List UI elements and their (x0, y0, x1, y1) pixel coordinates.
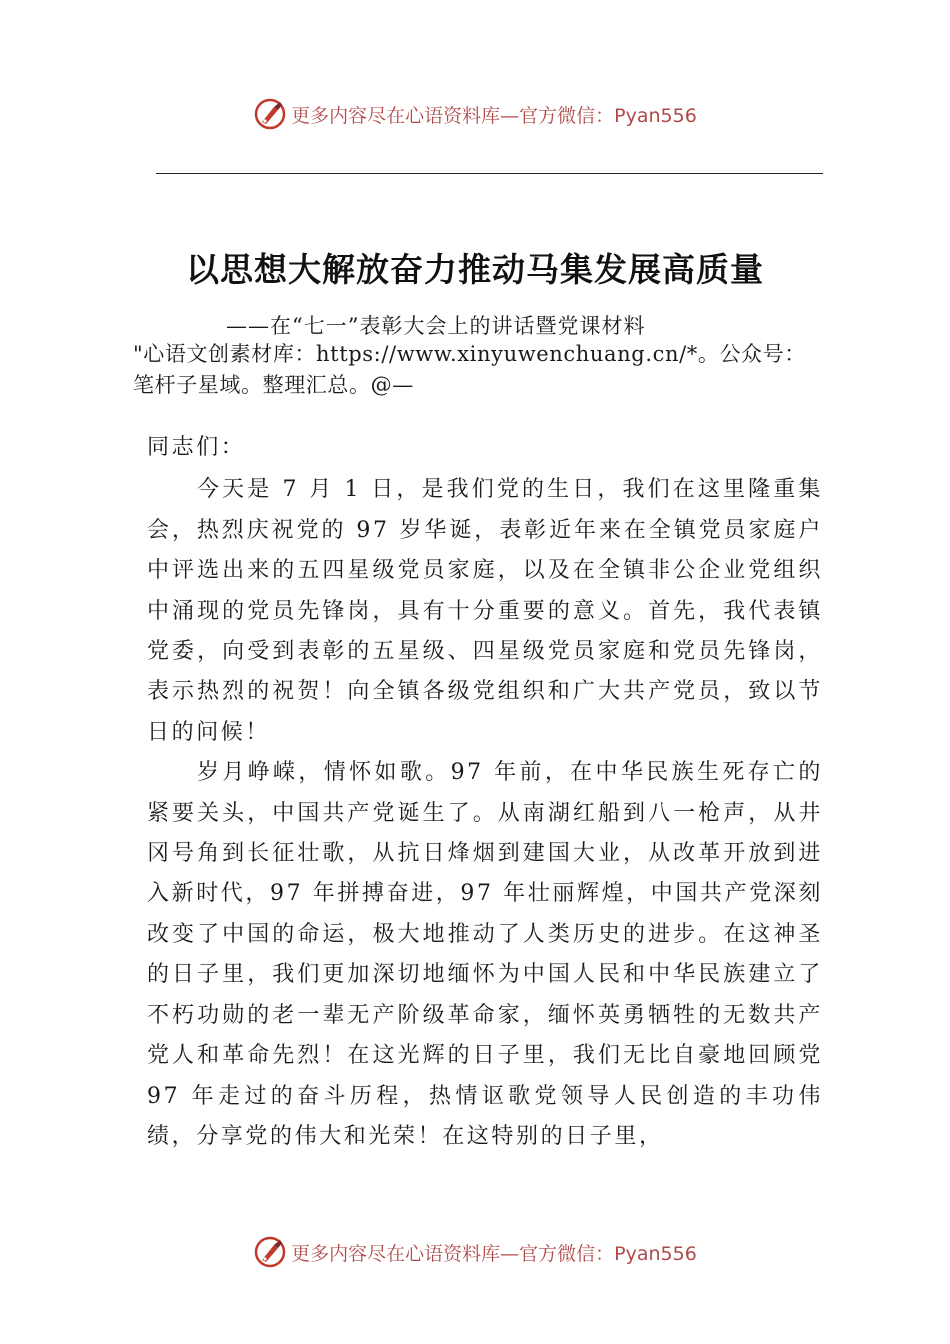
paragraph: 今天是 7 月 1 日，是我们党的生日，我们在这里隆重集会，热烈庆祝党的 97 岁华诞，表彰近年来在全镇党员家庭户中评选出来的五四星级党员家庭，以及在全镇非公企业党组织中涌现的党员先锋岗，具有十分重要的意义。首先，我代表镇党委，向受到表彰的五星级、四星级党员家庭和党员先锋岗，表示热烈的祝贺！向全镇各级党组织和广大共产党员，致以节日的问候！ (147, 477, 823, 745)
document-title: 以思想大解放奋力推动马集发展高质量 (186, 250, 764, 289)
header-banner (0, 94, 950, 134)
header-divider (156, 173, 823, 174)
greeting: 同志们： (147, 435, 246, 460)
banner-text: 更多内容尽在心语资料库—官方微信：Pyan556 (291, 104, 697, 127)
footer-banner (0, 1232, 950, 1272)
document-body (147, 428, 823, 1157)
paragraph: 岁月峥嵘，情怀如歌。97 年前，在中华民族生死存亡的紧要关头，中国共产党诞生了。从南湖红船到八一枪声，从井冈号角到长征壮歌，从抗日烽烟到建国大业，从改革开放到进入新时代，97 年拼搏奋进，97 年壮丽辉煌，中国共产党深刻改变了中国的命运，极大地推动了人类历史的进步。在这神圣的日子里，我们更加深切地缅怀为中国人民和中华民族建立了不朽功勋的老一辈无产阶级革命家，缅怀英勇牺牲的无数共产党人和革命先烈！在这光辉的日子里，我们无比自豪地回顾党 97 年走过的奋斗历程，热情讴歌党领导人民创造的丰功伟绩，分享党的伟大和光荣！在这特别的日子里， (147, 760, 823, 1149)
pen-nib-logo-icon (253, 97, 287, 131)
banner-text: 更多内容尽在心语资料库—官方微信：Pyan556 (291, 1242, 697, 1265)
source-line: "心语文创素材库：https://www.xinyuwenchuang.cn/*。公众号：笔杆子星域。整理汇总。@— (133, 342, 806, 397)
pen-nib-logo-icon (253, 1235, 287, 1269)
document-subtitle: ——在“七一”表彰大会上的讲话暨党课材料 (226, 314, 646, 338)
banner-wechat-id: Pyan556 (614, 104, 697, 127)
banner-wechat-id: Pyan556 (614, 1242, 697, 1265)
